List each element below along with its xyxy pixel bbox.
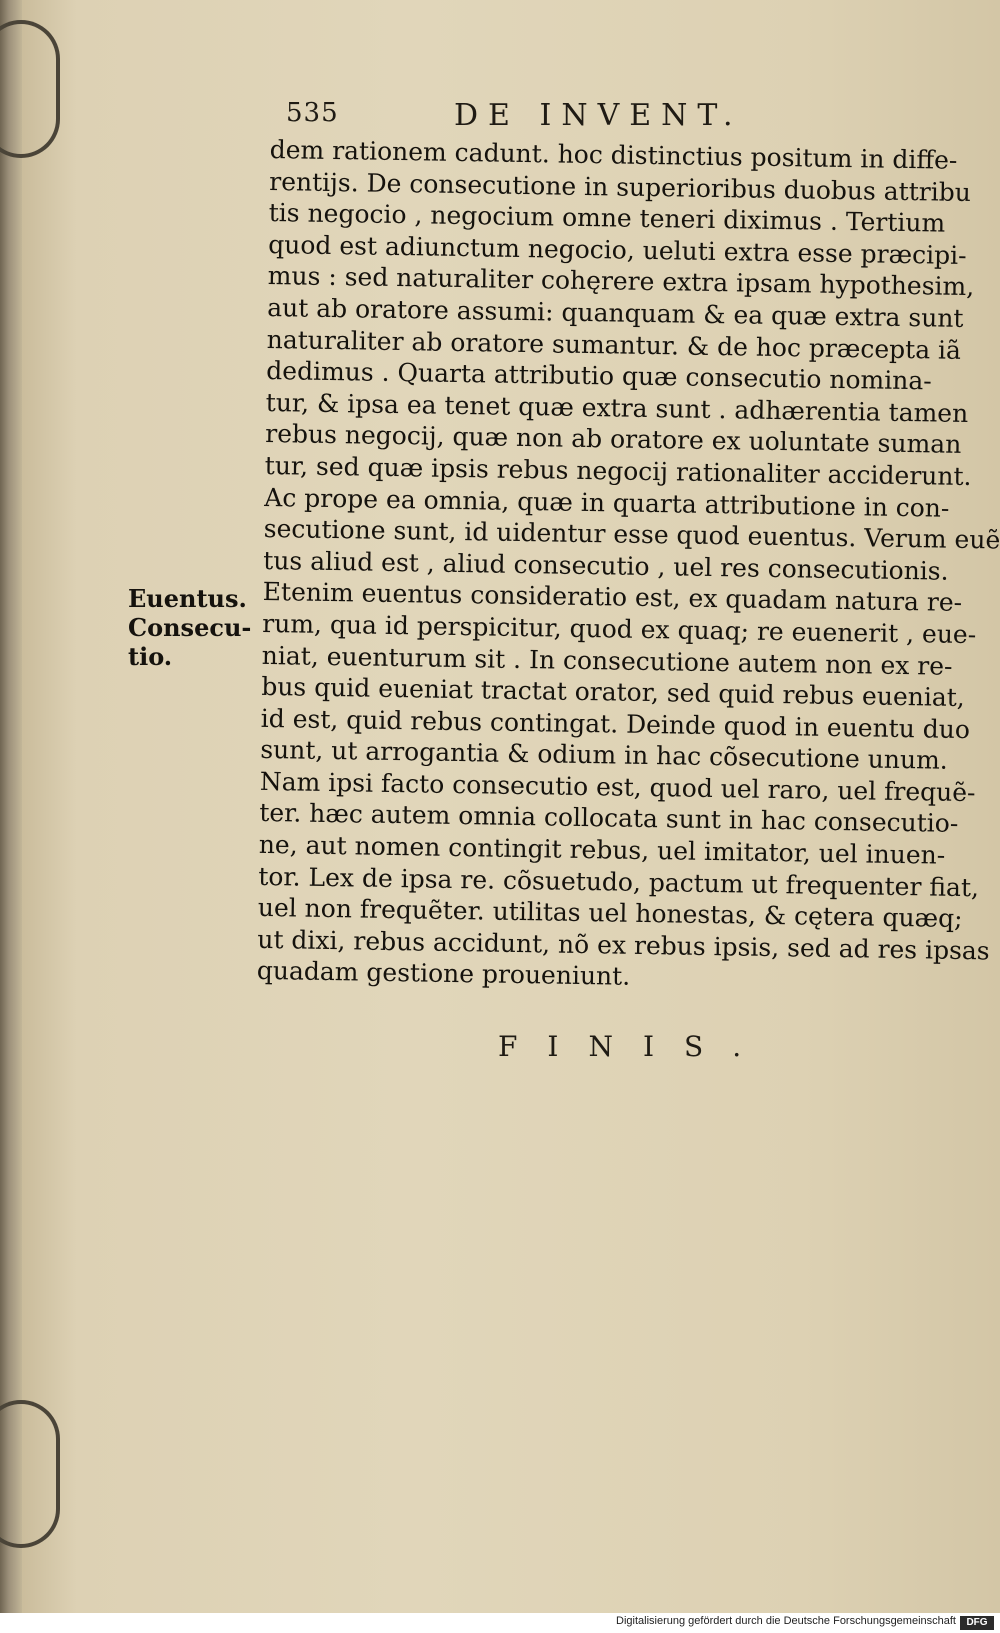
text-line: tor. Lex de ipsa re. cõsuetudo, pactum ut frequenter fiat, xyxy=(258,861,980,902)
text-line: rum, qua id perspicitur, quod ex quaq; re euenerit , eue- xyxy=(262,608,977,650)
text-line: rebus negocij, quæ non ab oratore ex uoluntate suman xyxy=(265,419,962,460)
text-line: rentijs. De consecutione in superioribus duobus attribu xyxy=(269,166,972,207)
running-head xyxy=(286,98,826,138)
text-line: tur, sed quæ ipsis rebus negocij rationaliter acciderunt. xyxy=(264,450,972,491)
text-line: tis negocio , negocium omne teneri diximus . Tertium xyxy=(268,198,946,238)
text-line: id est, quid rebus contingat. Deinde quod in euentu duo xyxy=(260,703,971,744)
margin-note: Consecu- xyxy=(128,613,252,642)
text-line: niat, euenturum sit . In consecutione autem non ex re- xyxy=(261,640,953,681)
margin-note: Euentus. xyxy=(128,584,247,613)
text-line: mus : sed naturaliter cohęrere extra ipsam hypothesim, xyxy=(267,261,975,302)
text-line: quod est adiunctum negocio, ueluti extra esse præcipi- xyxy=(268,229,967,270)
text-line: naturaliter ab oratore sumantur. & de hoc præcepta iã xyxy=(266,324,962,365)
text-line: Nam ipsi facto consecutio est, quod uel raro, uel frequẽ- xyxy=(259,766,976,808)
text-line: Etenim euentus consideratio est, ex quadam natura re- xyxy=(262,577,963,618)
finis-heading: FINIS. xyxy=(498,1030,772,1063)
text-line: dedimus . Quarta attributio quæ consecutio nomina- xyxy=(266,356,932,396)
book-page xyxy=(18,0,1000,1613)
text-line: quadam gestione proueniunt. xyxy=(256,956,631,992)
page-number: 535 xyxy=(286,98,339,128)
clamp-ring-icon xyxy=(0,20,60,158)
text-line: aut ab oratore assumi: quanquam & ea quæ extra sunt xyxy=(267,292,964,333)
clamp-ring-icon xyxy=(0,1400,60,1548)
funding-credit: Digitalisierung gefördert durch die Deutsche Forschungsgemeinschaft xyxy=(616,1615,956,1627)
running-title: DE INVENT. xyxy=(454,98,743,133)
text-line: bus quid eueniat tractat orator, sed quid rebus eueniat, xyxy=(261,672,965,713)
text-line: sunt, ut arrogantia & odium in hac cõsecutione unum. xyxy=(260,735,948,776)
body-text xyxy=(256,134,1000,998)
text-line: ter. hæc autem omnia collocata sunt in hac consecutio- xyxy=(259,798,959,839)
text-line: secutione sunt, id uidentur esse quod euentus. Verum euẽ xyxy=(263,514,1000,555)
text-line: uel non frequẽter. utilitas uel honestas, & cętera quæq; xyxy=(257,893,963,934)
text-line: ne, aut nomen contingit rebus, uel imitator, uel inuen- xyxy=(258,829,946,870)
text-line: tur, & ipsa ea tenet quæ extra sunt . adhærentia tamen xyxy=(265,387,969,428)
margin-notes xyxy=(128,584,268,671)
dfg-logo-icon: DFG xyxy=(960,1616,994,1630)
text-line: ut dixi, rebus accidunt, nõ ex rebus ipsis, sed ad res ipsas xyxy=(257,924,990,966)
text-line: dem rationem cadunt. hoc distinctius positum in diffe- xyxy=(269,134,958,175)
text-line: tus aliud est , aliud consecutio , uel res consecutionis. xyxy=(263,545,949,586)
footer-bar xyxy=(0,1613,1000,1633)
text-line: Ac prope ea omnia, quæ in quarta attributione in con- xyxy=(264,482,950,523)
margin-note: tio. xyxy=(128,642,173,671)
binding-edge xyxy=(0,0,22,1613)
